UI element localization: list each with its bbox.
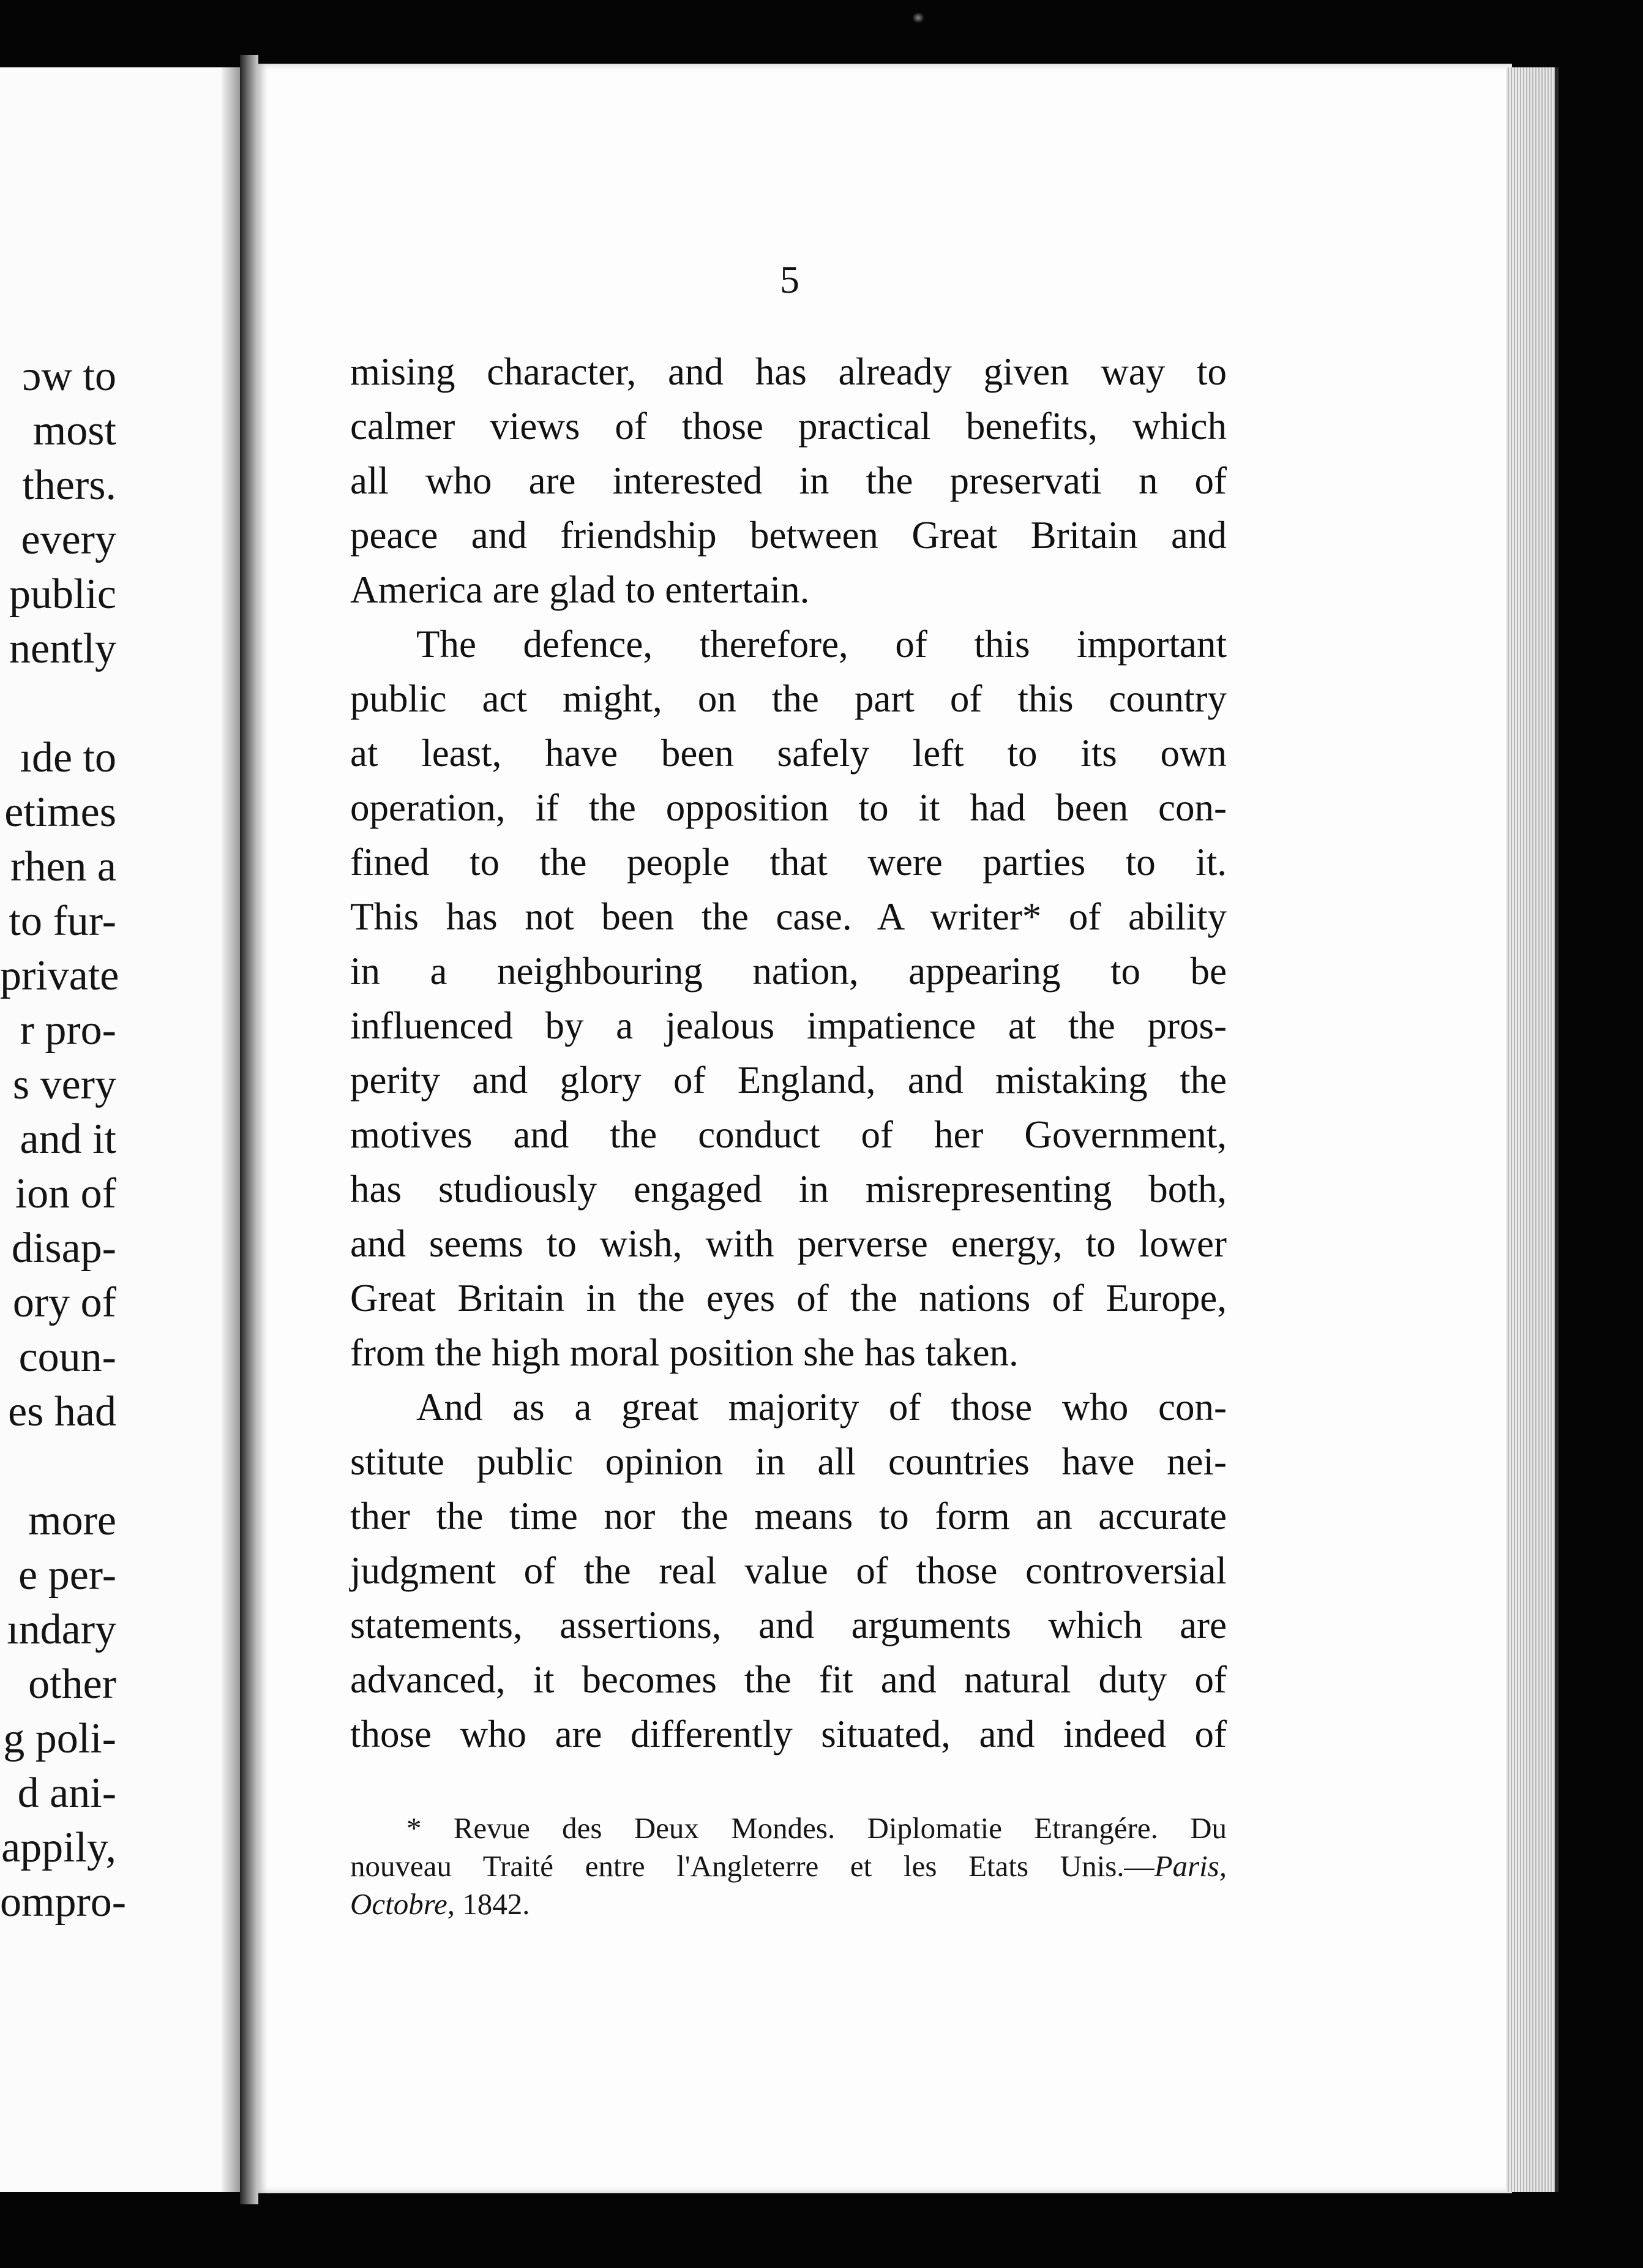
text-line: all who are interested in the preservati n of: [350, 459, 1227, 502]
left-fragment-line: most: [32, 407, 116, 454]
text-line: and seems to wish, with perverse energy, to lower: [350, 1222, 1227, 1265]
left-fragment-line: disap-: [11, 1225, 116, 1272]
text-line: in a neighbouring nation, appearing to be: [350, 950, 1227, 993]
left-fragment-line: every: [21, 516, 116, 563]
text-line: ther the time nor the means to form an accurate: [350, 1495, 1227, 1538]
footnote-line: [350, 1847, 1227, 1885]
text-line: mising character, and has already given way to: [350, 350, 1227, 393]
scan-speck: [912, 12, 924, 23]
text-line: judgment of the real value of those controversial: [350, 1549, 1227, 1592]
text-line: motives and the conduct of her Government,: [350, 1113, 1227, 1156]
text-line: perity and glory of England, and mistaking the: [350, 1059, 1227, 1102]
left-fragment-line: more: [28, 1497, 116, 1544]
left-fragment-line: ındary: [7, 1606, 116, 1653]
left-fragment-line: to fur-: [9, 898, 116, 945]
left-fragment-line: [0, 1439, 116, 1493]
left-fragment-line: ıde to: [20, 734, 116, 781]
text-line: Great Britain in the eyes of the nations of Europe,: [350, 1277, 1227, 1320]
footnote: [350, 1809, 1227, 1923]
text-line: those who are differently situated, and indeed of: [350, 1713, 1227, 1755]
left-fragment-line: e per-: [18, 1552, 116, 1599]
left-fragment-line: ion of: [15, 1170, 116, 1217]
text-line: advanced, it becomes the fit and natural duty of: [350, 1658, 1227, 1701]
facing-page-left: [0, 67, 240, 2192]
left-fragment-line: d ani-: [17, 1770, 116, 1817]
paragraph-1: [350, 345, 1227, 617]
left-fragment-line: ɔw to: [22, 353, 116, 400]
footnote-line: * Revue des Deux Mondes. Diplomatie Etrangére. Du: [406, 1811, 1227, 1845]
left-fragment-line: ory of: [12, 1279, 116, 1326]
text-line: operation, if the opposition to it had been con-: [350, 786, 1227, 829]
footnote-italic: Octobre,: [350, 1887, 455, 1921]
text-line: influenced by a jealous impatience at the pros-: [350, 1004, 1227, 1047]
page-edges: [1506, 67, 1559, 2192]
footnote-text: nouveau Traité entre l'Angleterre et les Etats Unis.—: [350, 1849, 1155, 1883]
text-line: calmer views of those practical benefits, which: [350, 405, 1227, 448]
text-line: has studiously engaged in misrepresenting both,: [350, 1168, 1227, 1211]
book-spine: [240, 55, 258, 2204]
text-line: stitute public opinion in all countries have nei-: [350, 1440, 1227, 1483]
left-fragment-line: g poli-: [3, 1715, 116, 1762]
gutter-shadow: [222, 67, 240, 2192]
left-fragment-line: s very: [12, 1061, 116, 1108]
left-fragment-line: other: [28, 1661, 116, 1708]
paragraph-3: [350, 1380, 1227, 1762]
left-fragment-line: thers.: [22, 462, 116, 509]
left-fragment-line: appily,: [1, 1824, 116, 1871]
facing-page-text-fragments: [0, 349, 127, 1929]
text-line: from the high moral position she has taken.: [350, 1331, 1019, 1374]
left-fragment-line: nently: [9, 625, 116, 672]
left-fragment-line: coun-: [18, 1334, 116, 1381]
left-fragment-line: [0, 676, 116, 730]
left-fragment-line: etimes: [4, 789, 116, 836]
text-line: fined to the people that were parties to it.: [350, 841, 1227, 884]
text-line: America are glad to entertain.: [350, 568, 810, 611]
left-fragment-line: public: [9, 571, 116, 618]
footnote-italic: Paris,: [1154, 1849, 1227, 1883]
text-line: at least, have been safely left to its own: [350, 732, 1227, 775]
text-line: peace and friendship between Great Britain and: [350, 514, 1227, 557]
left-fragment-line: private: [0, 952, 119, 999]
text-line: public act might, on the part of this country: [350, 677, 1227, 720]
text-line: This has not been the case. A writer* of ability: [350, 895, 1227, 938]
text-line: The defence, therefore, of this important: [416, 623, 1227, 666]
footnote-text: 1842.: [455, 1887, 530, 1921]
left-fragment-line: and it: [20, 1116, 116, 1163]
left-fragment-line: rhen a: [10, 843, 116, 890]
left-fragment-line: es had: [8, 1388, 116, 1435]
footnote-line: [350, 1885, 1227, 1923]
left-fragment-line: r pro-: [20, 1007, 116, 1054]
page-number: 5: [780, 258, 799, 301]
text-line: And as a great majority of those who con-: [416, 1386, 1227, 1429]
text-line: statements, assertions, and arguments which are: [350, 1604, 1227, 1647]
paragraph-2: [350, 617, 1227, 1380]
body-text: [350, 345, 1227, 1762]
left-fragment-line: ompro-: [0, 1879, 127, 1926]
